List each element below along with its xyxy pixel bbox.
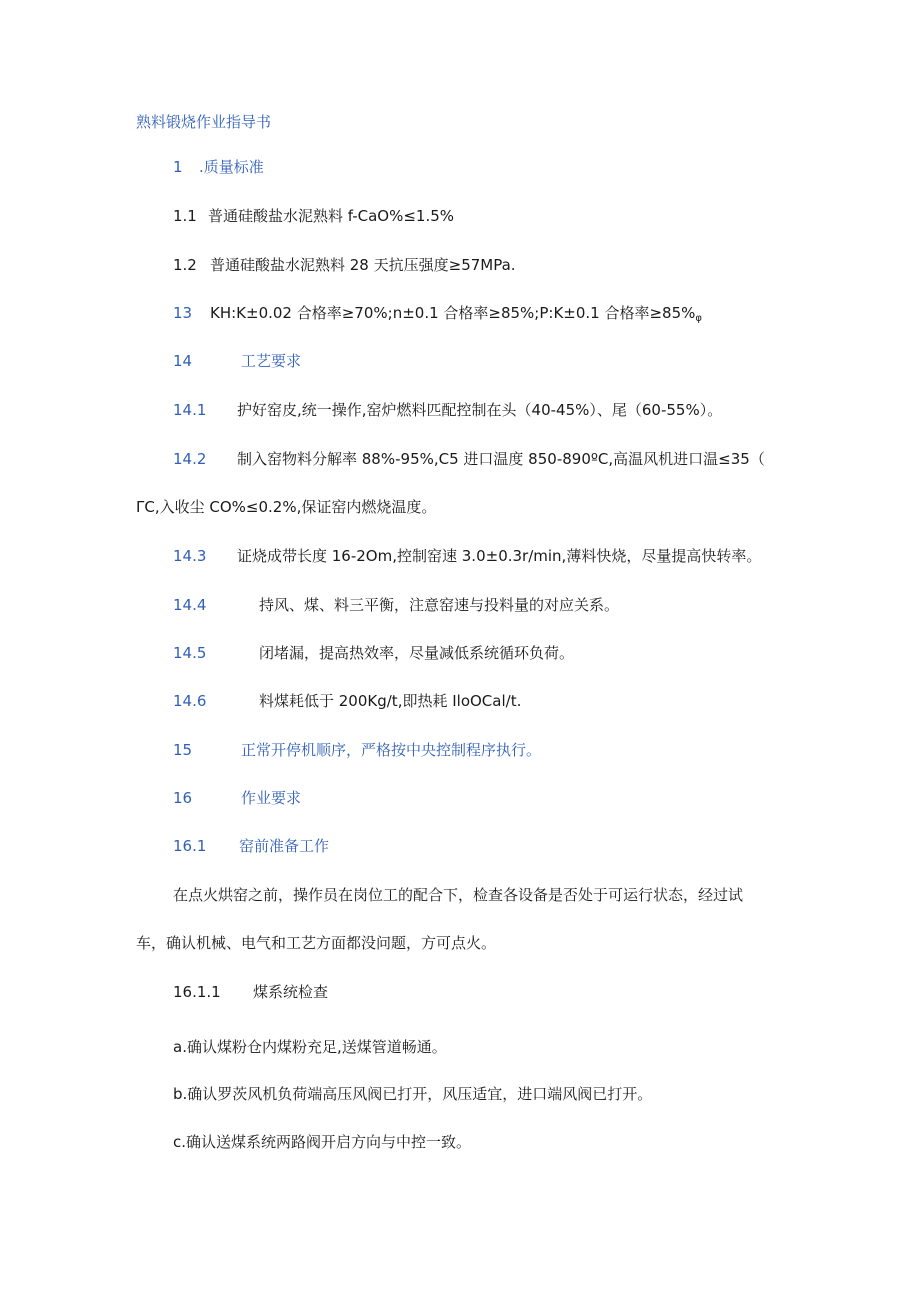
- clause-14-2: [173, 449, 765, 469]
- heading-text: 工艺要求: [241, 352, 302, 370]
- list-item-a: a.确认煤粉仓内煤粉充足,送煤管道畅通。: [173, 1038, 447, 1056]
- clause-text: 证烧成带长度 16-2Om,控制窑速 3.0±0.3r∕min,薄料快烧，尽量提高快转率。: [237, 547, 762, 565]
- clause-number: 13: [173, 304, 193, 322]
- clause-1-1: [173, 206, 454, 226]
- clause-text: 闭堵漏，提高热效率，尽量减低系统循环负荷。: [259, 644, 575, 662]
- clause-text: 煤系统检查: [253, 983, 329, 1001]
- clause-text: 普通硅酸盐水泥熟料 f-CaO%≤1.5%: [208, 207, 455, 225]
- clause-text: 普通硅酸盐水泥熟料 28 天抗压强度≥57MPa.: [210, 256, 516, 274]
- heading-16: [173, 788, 301, 808]
- heading-15: [173, 740, 541, 760]
- paragraph-line-1: 在点火烘窑之前，操作员在岗位工的配合下，检查各设备是否处于可运行状态，经过试: [173, 886, 744, 904]
- clause-14-6: [173, 691, 521, 711]
- heading-text: 正常开停机顺序，严格按中央控制程序执行。: [241, 741, 542, 759]
- clause-number: 14.3: [173, 547, 207, 565]
- clause-number: 1.1: [173, 207, 197, 225]
- clause-number: 1.2: [173, 256, 197, 274]
- clause-16-1-1: [173, 982, 328, 1002]
- heading-number: 14: [173, 352, 193, 370]
- clause-number: 14.5: [173, 644, 207, 662]
- list-item-c: c.确认送煤系统两路阀开启方向与中控一致。: [173, 1133, 472, 1151]
- clause-14-5: [173, 643, 574, 663]
- heading-text: 窑前准备工作: [239, 837, 330, 855]
- clause-number: 14.2: [173, 450, 207, 468]
- clause-14-1: [173, 400, 722, 420]
- clause-14-3: [173, 546, 761, 566]
- clause-number: 16.1.1: [173, 983, 221, 1001]
- clause-14-4: [173, 595, 619, 615]
- heading-text: 作业要求: [241, 789, 302, 807]
- clause-14-2-continuation: ΓC,入收尘 CO%≤0.2%,保证窑内燃烧温度。: [136, 498, 437, 516]
- heading-16-1: [173, 836, 329, 856]
- list-item-b: b.确认罗茨风机负荷端高压风阀已打开，风压适宜，进口端风阀已打开。: [173, 1085, 653, 1103]
- clause-text: 护好窑皮,统一操作,窑炉燃料匹配控制在头（40-45%）、尾（60-55%）。: [237, 401, 723, 419]
- clause-text: 料煤耗低于 200Kg∕t,即热耗 IloOCal∕t.: [259, 692, 522, 710]
- heading-number: 16: [173, 789, 193, 807]
- clause-13: [173, 303, 702, 329]
- heading-14: [173, 351, 301, 371]
- clause-number: 14.4: [173, 596, 207, 614]
- heading-1: [173, 157, 264, 177]
- clause-1-2: [173, 255, 516, 275]
- heading-number: 15: [173, 741, 193, 759]
- heading-number: 16.1: [173, 837, 207, 855]
- clause-text: KH:K±0.02 合格率≥70%;n±0.1 合格率≥85%;P:K±0.1 合格率≥85%: [210, 304, 696, 322]
- clause-text: 持风、煤、料三平衡，注意窑速与投料量的对应关系。: [259, 596, 620, 614]
- clause-suffix: φ: [695, 313, 703, 324]
- paragraph-line-2: 车，确认机械、电气和工艺方面都没问题，方可点火。: [136, 934, 497, 952]
- heading-text: .质量标准: [199, 158, 264, 176]
- clause-number: 14.1: [173, 401, 207, 419]
- heading-number: 1: [173, 158, 183, 176]
- clause-text: 制入窑物料分解率 88%-95%,C5 进口温度 850-890ºC,高温风机进口温≤35（: [237, 450, 765, 468]
- clause-number: 14.6: [173, 692, 207, 710]
- document-title: 熟料锻烧作业指导书: [136, 113, 272, 131]
